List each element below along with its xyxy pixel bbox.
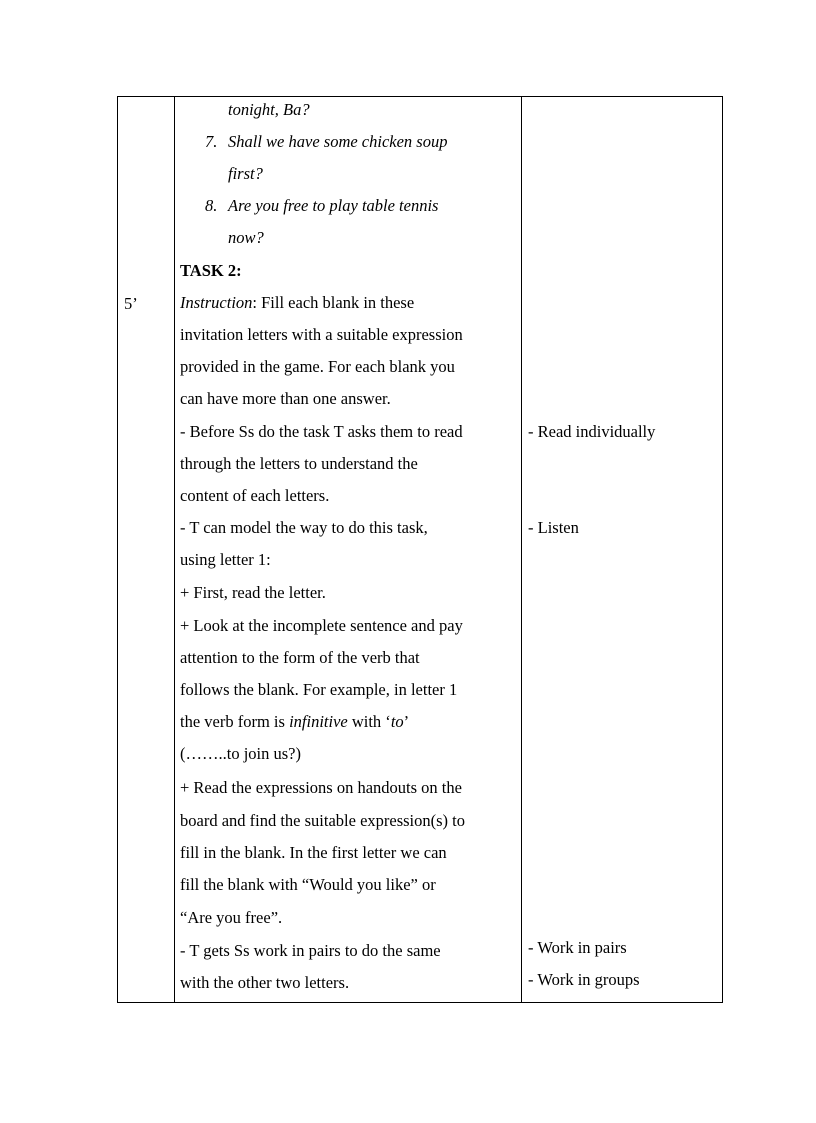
sub-step-2-line-4-d: to [390,712,404,731]
sub-step-2-line-4-b: infinitive [289,712,348,731]
sub-step-2-line-1: + Look at the incomplete sentence and pay [180,616,463,635]
time-cell: 5’ [124,294,138,313]
item-8-number: 8. [205,196,218,215]
sub-step-2-line-2: attention to the form of the verb that [180,648,420,667]
step-1-line-3: content of each letters. [180,486,330,505]
lesson-table [117,96,723,1003]
sub-step-3-line-4: fill the blank with “Would you like” or [180,875,436,894]
step-3-line-1: - T gets Ss work in pairs to do the same [180,941,441,960]
sub-step-2-line-5: (……..to join us?) [180,744,301,763]
instruction-line-4: can have more than one answer. [180,389,391,408]
item-8-line-1: Are you free to play table tennis [228,196,439,215]
activity-groups: - Work in groups [528,970,640,989]
instruction-line-3: provided in the game. For each blank you [180,357,455,376]
column-divider-2 [521,97,522,1002]
step-1-line-2: through the letters to understand the [180,454,418,473]
step-2-line-1: - T can model the way to do this task, [180,518,428,537]
step-1-line-1: - Before Ss do the task T asks them to read [180,422,463,441]
sub-step-3-line-1: + Read the expressions on handouts on the [180,778,462,797]
instruction-line-2: invitation letters with a suitable expression [180,325,463,344]
item-7-line-2: first? [228,164,263,183]
sub-step-1: + First, read the letter. [180,583,326,602]
instruction-line-1 [180,293,414,313]
task-heading: TASK 2: [180,261,242,280]
sub-step-2-line-3: follows the blank. For example, in letter 1 [180,680,458,699]
instruction-text: : Fill each blank in these [252,293,415,312]
activity-read: - Read individually [528,422,656,441]
sub-step-2-line-4 [180,712,409,732]
sub-step-2-line-4-a: the verb form is [180,712,290,731]
sub-step-2-line-4-c: with ‘ [347,712,391,731]
sub-step-2-line-4-e: ’ [403,712,410,731]
sub-step-3-line-5: “Are you free”. [180,908,283,927]
activity-listen: - Listen [528,518,579,537]
step-2-line-2: using letter 1: [180,550,271,569]
sub-step-3-line-2: board and find the suitable expression(s) to [180,811,466,830]
column-divider-1 [174,97,175,1002]
activity-pairs: - Work in pairs [528,938,627,957]
item-7-number: 7. [205,132,218,151]
item-8-line-2: now? [228,228,264,247]
step-3-line-2: with the other two letters. [180,973,350,992]
sub-step-3-line-3: fill in the blank. In the first letter we can [180,843,447,862]
continued-line: tonight, Ba? [228,100,310,119]
item-7-line-1: Shall we have some chicken soup [228,132,448,151]
instruction-label: Instruction [180,293,253,312]
